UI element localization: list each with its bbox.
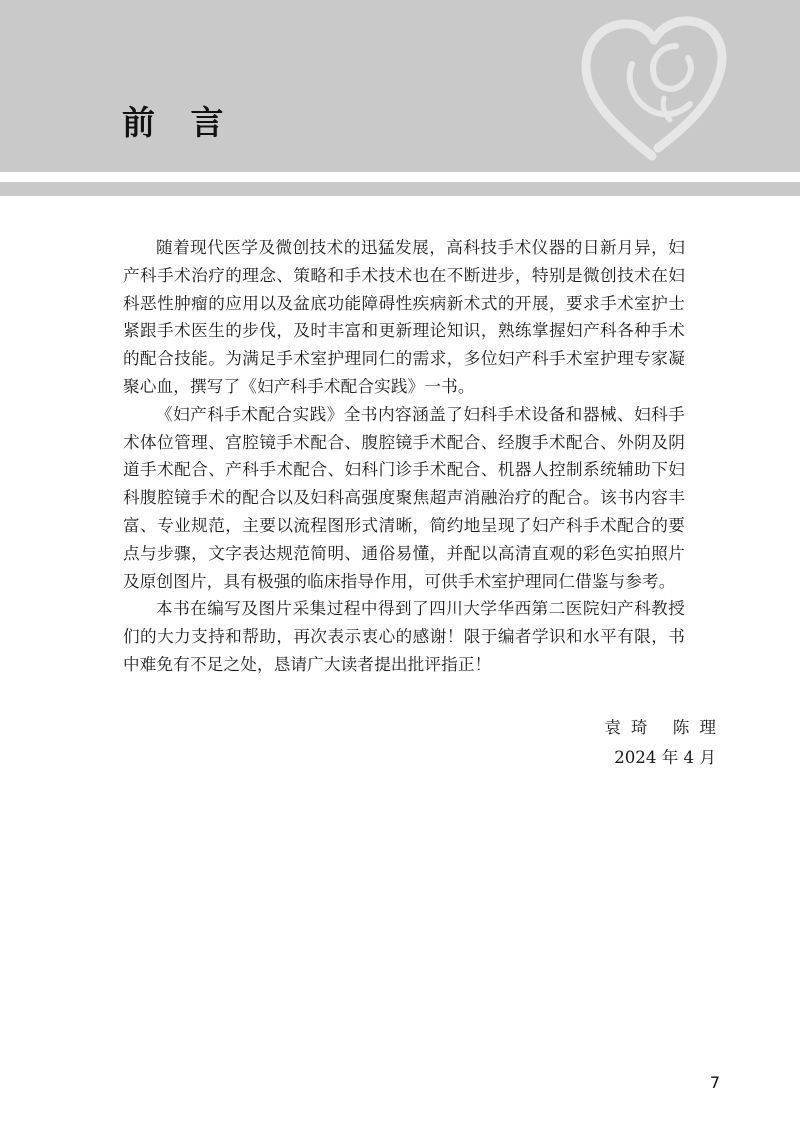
page-title: 前 言 — [122, 103, 236, 142]
author-names: 袁琦 陈理 — [604, 718, 726, 737]
paragraph: 随着现代医学及微创技术的迅猛发展，高科技手术仪器的日新月异，妇产科手术治疗的理念、策略和手术技术也在不断进步，特别是微创技术在妇科恶性肿瘤的应用以及盆底功能障碍性疾病新术式的开展，要求手术室护士紧跟手术医生的步伐，及时丰富和更新理论知识，熟练掌握妇产科各种手术的配合技能。为满足手术室护理同仁的需求，多位妇产科手术室护理专家凝聚心血，撰写了《妇产科手术配合实践》一书。 — [123, 238, 685, 396]
signature-block — [604, 716, 726, 770]
heart-mother-child-icon — [572, 6, 732, 166]
header-stripe — [0, 182, 800, 196]
paragraph: 本书在编写及图片采集过程中得到了四川大学华西第二医院妇产科教授们的大力支持和帮助，再次表示衷心的感谢！限于编者学识和水平有限，书中难免有不足之处，恳请广大读者提出批评指正！ — [123, 599, 685, 674]
paragraph: 《妇产科手术配合实践》全书内容涵盖了妇科手术设备和器械、妇科手术体位管理、宫腔镜手术配合、腹腔镜手术配合、经腹手术配合、外阴及阴道手术配合、产科手术配合、妇科门诊手术配合、机器人控制系统辅助下妇科腹腔镜手术的配合以及妇科高强度聚焦超声消融治疗的配合。该书内容丰富、专业规范，主要以流程图形式清晰，简约地呈现了妇产科手术配合的要点与步骤，文字表达规范简明、通俗易懂，并配以高清直观的彩色实拍照片及原创图片，具有极强的临床指导作用，可供手术室护理同仁借鉴与参考。 — [123, 404, 685, 591]
page-number: 7 — [709, 1073, 720, 1092]
signature-date: 2024 年 4 月 — [614, 748, 716, 767]
preface-body — [123, 234, 685, 679]
header-gap — [0, 172, 800, 182]
